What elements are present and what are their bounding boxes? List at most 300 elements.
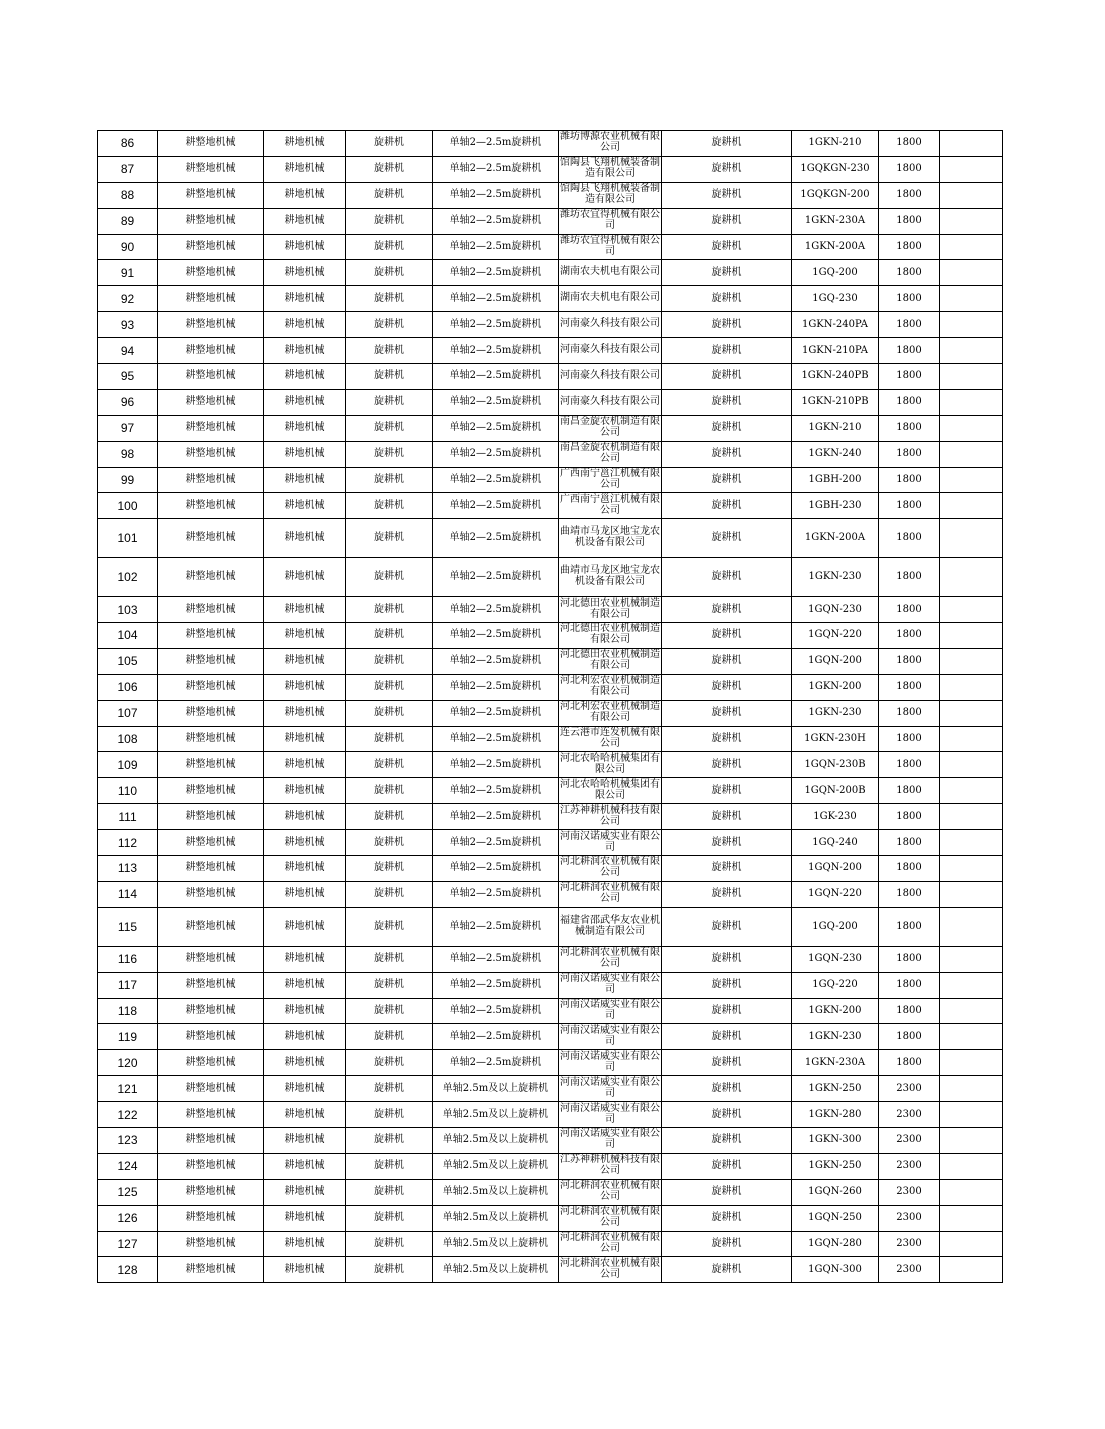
category-cell: 耕整地机械 — [158, 752, 264, 778]
company-name: 河南汉诺威实业有限公司 — [560, 973, 660, 996]
company-cell — [559, 726, 662, 752]
table-row — [98, 558, 1003, 597]
note-cell — [940, 752, 1003, 778]
item-cell: 旋耕机 — [346, 830, 433, 856]
company-name: 河北耕润农业机械有限公司 — [560, 1206, 660, 1229]
subcategory-cell: 耕地机械 — [264, 881, 346, 907]
spec-cell: 单轴2—2.5m旋耕机 — [433, 830, 559, 856]
company-cell — [559, 1076, 662, 1102]
item-cell: 旋耕机 — [346, 998, 433, 1024]
subcategory-cell: 耕地机械 — [264, 558, 346, 597]
category-cell: 耕整地机械 — [158, 519, 264, 558]
company-cell — [559, 364, 662, 390]
category-cell: 耕整地机械 — [158, 312, 264, 338]
company-name: 河南豪久科技有限公司 — [560, 369, 660, 381]
item-cell: 旋耕机 — [346, 1024, 433, 1050]
row-number-cell: 122 — [98, 1102, 158, 1128]
item-cell: 旋耕机 — [346, 286, 433, 312]
company-cell — [559, 415, 662, 441]
spec-cell: 单轴2—2.5m旋耕机 — [433, 726, 559, 752]
table-row — [98, 208, 1003, 234]
category-cell: 耕整地机械 — [158, 389, 264, 415]
subsidy-cell: 1800 — [879, 830, 940, 856]
model-cell: 1GKN-250 — [792, 1153, 879, 1179]
machine-name-cell: 旋耕机 — [662, 972, 792, 998]
subsidy-cell: 1800 — [879, 415, 940, 441]
row-number-cell: 92 — [98, 286, 158, 312]
model-cell: 1GQKGN-200 — [792, 182, 879, 208]
model-cell: 1GKN-210 — [792, 131, 879, 157]
row-number-cell: 115 — [98, 907, 158, 946]
item-cell: 旋耕机 — [346, 778, 433, 804]
subcategory-cell: 耕地机械 — [264, 597, 346, 623]
table-row — [98, 648, 1003, 674]
row-number-cell: 104 — [98, 623, 158, 649]
item-cell: 旋耕机 — [346, 1231, 433, 1257]
company-cell — [559, 972, 662, 998]
model-cell: 1GQN-220 — [792, 881, 879, 907]
subsidy-cell: 1800 — [879, 338, 940, 364]
subsidy-cell: 1800 — [879, 674, 940, 700]
spec-cell: 单轴2.5m及以上旋耕机 — [433, 1257, 559, 1283]
subcategory-cell: 耕地机械 — [264, 752, 346, 778]
spec-cell: 单轴2—2.5m旋耕机 — [433, 364, 559, 390]
category-cell: 耕整地机械 — [158, 467, 264, 493]
note-cell — [940, 389, 1003, 415]
machine-name-cell: 旋耕机 — [662, 519, 792, 558]
table-row — [98, 1179, 1003, 1205]
subcategory-cell: 耕地机械 — [264, 286, 346, 312]
table-row — [98, 972, 1003, 998]
spec-cell: 单轴2—2.5m旋耕机 — [433, 752, 559, 778]
company-name: 潍坊农宜得机械有限公司 — [560, 235, 660, 257]
spec-cell: 单轴2.5m及以上旋耕机 — [433, 1127, 559, 1153]
company-name: 河北耕润农业机械有限公司 — [560, 882, 660, 905]
note-cell — [940, 674, 1003, 700]
model-cell: 1GK-230 — [792, 804, 879, 830]
company-cell — [559, 558, 662, 597]
row-number-cell: 89 — [98, 208, 158, 234]
note-cell — [940, 830, 1003, 856]
subsidy-cell: 1800 — [879, 156, 940, 182]
machine-name-cell: 旋耕机 — [662, 1127, 792, 1153]
item-cell: 旋耕机 — [346, 131, 433, 157]
table-row — [98, 1076, 1003, 1102]
company-cell — [559, 881, 662, 907]
spec-cell: 单轴2—2.5m旋耕机 — [433, 131, 559, 157]
subsidy-cell: 1800 — [879, 493, 940, 519]
company-name: 河北耕润农业机械有限公司 — [560, 1257, 660, 1280]
company-cell — [559, 389, 662, 415]
machine-name-cell: 旋耕机 — [662, 389, 792, 415]
row-number-cell: 121 — [98, 1076, 158, 1102]
model-cell: 1GKN-230 — [792, 558, 879, 597]
row-number-cell: 98 — [98, 441, 158, 467]
table-row — [98, 1153, 1003, 1179]
company-name: 河南汉诺威实业有限公司 — [560, 1050, 660, 1073]
model-cell: 1GQN-230 — [792, 946, 879, 972]
table-row — [98, 493, 1003, 519]
row-number-cell: 90 — [98, 234, 158, 260]
row-number-cell: 116 — [98, 946, 158, 972]
category-cell: 耕整地机械 — [158, 674, 264, 700]
machine-name-cell: 旋耕机 — [662, 415, 792, 441]
spec-cell: 单轴2—2.5m旋耕机 — [433, 234, 559, 260]
company-name: 广西南宁邕江机械有限公司 — [560, 493, 660, 516]
item-cell: 旋耕机 — [346, 752, 433, 778]
company-name: 河北德田农业机械制造有限公司 — [560, 649, 660, 672]
subsidy-cell: 1800 — [879, 597, 940, 623]
category-cell: 耕整地机械 — [158, 998, 264, 1024]
note-cell — [940, 648, 1003, 674]
row-number-cell: 126 — [98, 1205, 158, 1231]
table-row — [98, 1127, 1003, 1153]
model-cell: 1GBH-200 — [792, 467, 879, 493]
table-row — [98, 700, 1003, 726]
company-name: 馆陶县飞翔机械装备制造有限公司 — [560, 183, 660, 206]
subsidy-cell: 1800 — [879, 804, 940, 830]
note-cell — [940, 182, 1003, 208]
table-body — [98, 131, 1003, 1283]
spec-cell: 单轴2—2.5m旋耕机 — [433, 597, 559, 623]
item-cell: 旋耕机 — [346, 234, 433, 260]
row-number-cell: 120 — [98, 1050, 158, 1076]
spec-cell: 单轴2—2.5m旋耕机 — [433, 946, 559, 972]
item-cell: 旋耕机 — [346, 700, 433, 726]
machine-name-cell: 旋耕机 — [662, 286, 792, 312]
subsidy-table-sheet — [97, 130, 1002, 1283]
note-cell — [940, 1153, 1003, 1179]
note-cell — [940, 1076, 1003, 1102]
spec-cell: 单轴2—2.5m旋耕机 — [433, 907, 559, 946]
subsidy-cell: 1800 — [879, 441, 940, 467]
table-row — [98, 752, 1003, 778]
spec-cell: 单轴2.5m及以上旋耕机 — [433, 1179, 559, 1205]
company-name: 河南豪久科技有限公司 — [560, 318, 660, 330]
company-name: 河南汉诺威实业有限公司 — [560, 998, 660, 1021]
category-cell: 耕整地机械 — [158, 182, 264, 208]
machine-name-cell: 旋耕机 — [662, 804, 792, 830]
category-cell: 耕整地机械 — [158, 260, 264, 286]
table-row — [98, 623, 1003, 649]
spec-cell: 单轴2—2.5m旋耕机 — [433, 493, 559, 519]
company-cell — [559, 1127, 662, 1153]
model-cell: 1GKN-240PB — [792, 364, 879, 390]
spec-cell: 单轴2—2.5m旋耕机 — [433, 467, 559, 493]
model-cell: 1GKN-230 — [792, 1024, 879, 1050]
spec-cell: 单轴2—2.5m旋耕机 — [433, 623, 559, 649]
model-cell: 1GQN-230B — [792, 752, 879, 778]
model-cell: 1GKN-300 — [792, 1127, 879, 1153]
item-cell: 旋耕机 — [346, 1257, 433, 1283]
item-cell: 旋耕机 — [346, 467, 433, 493]
company-cell — [559, 1205, 662, 1231]
row-number-cell: 95 — [98, 364, 158, 390]
model-cell: 1GKN-200A — [792, 519, 879, 558]
table-row — [98, 441, 1003, 467]
company-cell — [559, 286, 662, 312]
note-cell — [940, 1205, 1003, 1231]
row-number-cell: 117 — [98, 972, 158, 998]
model-cell: 1GQN-200 — [792, 856, 879, 882]
item-cell: 旋耕机 — [346, 804, 433, 830]
note-cell — [940, 131, 1003, 157]
subsidy-cell: 2300 — [879, 1205, 940, 1231]
company-cell — [559, 998, 662, 1024]
company-cell — [559, 597, 662, 623]
spec-cell: 单轴2—2.5m旋耕机 — [433, 648, 559, 674]
machine-name-cell: 旋耕机 — [662, 907, 792, 946]
spec-cell: 单轴2.5m及以上旋耕机 — [433, 1205, 559, 1231]
company-name: 曲靖市马龙区地宝龙农机设备有限公司 — [560, 526, 660, 549]
subcategory-cell: 耕地机械 — [264, 1127, 346, 1153]
model-cell: 1GKN-200A — [792, 234, 879, 260]
category-cell: 耕整地机械 — [158, 597, 264, 623]
machine-name-cell: 旋耕机 — [662, 260, 792, 286]
subcategory-cell: 耕地机械 — [264, 946, 346, 972]
company-name: 南昌金旋农机制造有限公司 — [560, 442, 660, 465]
subsidy-cell: 1800 — [879, 364, 940, 390]
subcategory-cell: 耕地机械 — [264, 972, 346, 998]
company-name: 河北农哈哈机械集团有限公司 — [560, 752, 660, 775]
machine-name-cell: 旋耕机 — [662, 726, 792, 752]
model-cell: 1GQ-220 — [792, 972, 879, 998]
row-number-cell: 124 — [98, 1153, 158, 1179]
company-name: 河北利宏农业机械制造有限公司 — [560, 675, 660, 698]
subsidy-cell: 1800 — [879, 856, 940, 882]
machine-name-cell: 旋耕机 — [662, 946, 792, 972]
company-cell — [559, 830, 662, 856]
model-cell: 1GQ-200 — [792, 907, 879, 946]
model-cell: 1GKN-230H — [792, 726, 879, 752]
model-cell: 1GKN-230 — [792, 700, 879, 726]
table-row — [98, 804, 1003, 830]
model-cell: 1GKN-250 — [792, 1076, 879, 1102]
subcategory-cell: 耕地机械 — [264, 260, 346, 286]
company-name: 河南豪久科技有限公司 — [560, 344, 660, 356]
company-cell — [559, 131, 662, 157]
table-row — [98, 907, 1003, 946]
item-cell: 旋耕机 — [346, 1127, 433, 1153]
model-cell: 1GQN-300 — [792, 1257, 879, 1283]
machine-name-cell: 旋耕机 — [662, 234, 792, 260]
category-cell: 耕整地机械 — [158, 778, 264, 804]
item-cell: 旋耕机 — [346, 946, 433, 972]
company-cell — [559, 804, 662, 830]
company-name: 河南汉诺威实业有限公司 — [560, 1128, 660, 1151]
category-cell: 耕整地机械 — [158, 881, 264, 907]
model-cell: 1GKN-230A — [792, 208, 879, 234]
note-cell — [940, 1257, 1003, 1283]
table-row — [98, 998, 1003, 1024]
subsidy-cell: 1800 — [879, 234, 940, 260]
subcategory-cell: 耕地机械 — [264, 778, 346, 804]
subsidy-cell: 1800 — [879, 389, 940, 415]
table-row — [98, 260, 1003, 286]
note-cell — [940, 338, 1003, 364]
subsidy-cell: 1800 — [879, 558, 940, 597]
spec-cell: 单轴2.5m及以上旋耕机 — [433, 1231, 559, 1257]
category-cell: 耕整地机械 — [158, 972, 264, 998]
item-cell: 旋耕机 — [346, 1050, 433, 1076]
item-cell: 旋耕机 — [346, 972, 433, 998]
row-number-cell: 125 — [98, 1179, 158, 1205]
subsidy-table — [97, 130, 1003, 1283]
note-cell — [940, 260, 1003, 286]
subcategory-cell: 耕地机械 — [264, 830, 346, 856]
table-row — [98, 519, 1003, 558]
note-cell — [940, 234, 1003, 260]
table-row — [98, 881, 1003, 907]
category-cell: 耕整地机械 — [158, 234, 264, 260]
subsidy-cell: 1800 — [879, 131, 940, 157]
row-number-cell: 109 — [98, 752, 158, 778]
subcategory-cell: 耕地机械 — [264, 1179, 346, 1205]
table-row — [98, 1231, 1003, 1257]
table-row — [98, 1257, 1003, 1283]
row-number-cell: 128 — [98, 1257, 158, 1283]
row-number-cell: 106 — [98, 674, 158, 700]
subcategory-cell: 耕地机械 — [264, 1024, 346, 1050]
note-cell — [940, 1127, 1003, 1153]
subcategory-cell: 耕地机械 — [264, 415, 346, 441]
note-cell — [940, 907, 1003, 946]
model-cell: 1GQN-200B — [792, 778, 879, 804]
category-cell: 耕整地机械 — [158, 441, 264, 467]
item-cell: 旋耕机 — [346, 364, 433, 390]
company-cell — [559, 260, 662, 286]
subsidy-cell: 1800 — [879, 881, 940, 907]
item-cell: 旋耕机 — [346, 389, 433, 415]
company-name: 河南汉诺威实业有限公司 — [560, 1076, 660, 1099]
note-cell — [940, 156, 1003, 182]
spec-cell: 单轴2—2.5m旋耕机 — [433, 286, 559, 312]
company-name: 河南汉诺威实业有限公司 — [560, 830, 660, 853]
table-row — [98, 1205, 1003, 1231]
spec-cell: 单轴2—2.5m旋耕机 — [433, 1050, 559, 1076]
spec-cell: 单轴2—2.5m旋耕机 — [433, 156, 559, 182]
category-cell: 耕整地机械 — [158, 415, 264, 441]
company-cell — [559, 467, 662, 493]
company-cell — [559, 1024, 662, 1050]
category-cell: 耕整地机械 — [158, 1127, 264, 1153]
machine-name-cell: 旋耕机 — [662, 156, 792, 182]
note-cell — [940, 804, 1003, 830]
subsidy-cell: 1800 — [879, 260, 940, 286]
note-cell — [940, 364, 1003, 390]
subsidy-cell: 1800 — [879, 998, 940, 1024]
item-cell: 旋耕机 — [346, 493, 433, 519]
note-cell — [940, 972, 1003, 998]
category-cell: 耕整地机械 — [158, 623, 264, 649]
subcategory-cell: 耕地机械 — [264, 998, 346, 1024]
company-name: 河北耕润农业机械有限公司 — [560, 856, 660, 879]
row-number-cell: 127 — [98, 1231, 158, 1257]
spec-cell: 单轴2—2.5m旋耕机 — [433, 208, 559, 234]
item-cell: 旋耕机 — [346, 182, 433, 208]
category-cell: 耕整地机械 — [158, 1076, 264, 1102]
subcategory-cell: 耕地机械 — [264, 208, 346, 234]
company-name: 河北德田农业机械制造有限公司 — [560, 623, 660, 646]
machine-name-cell: 旋耕机 — [662, 312, 792, 338]
company-name: 馆陶县飞翔机械装备制造有限公司 — [560, 157, 660, 180]
category-cell: 耕整地机械 — [158, 493, 264, 519]
row-number-cell: 101 — [98, 519, 158, 558]
item-cell: 旋耕机 — [346, 881, 433, 907]
row-number-cell: 113 — [98, 856, 158, 882]
row-number-cell: 102 — [98, 558, 158, 597]
company-name: 河南汉诺威实业有限公司 — [560, 1024, 660, 1047]
machine-name-cell: 旋耕机 — [662, 623, 792, 649]
item-cell: 旋耕机 — [346, 623, 433, 649]
subcategory-cell: 耕地机械 — [264, 493, 346, 519]
subsidy-cell: 2300 — [879, 1179, 940, 1205]
company-name: 河南汉诺威实业有限公司 — [560, 1102, 660, 1125]
subsidy-cell: 1800 — [879, 946, 940, 972]
model-cell: 1GQN-260 — [792, 1179, 879, 1205]
subcategory-cell: 耕地机械 — [264, 338, 346, 364]
note-cell — [940, 778, 1003, 804]
company-cell — [559, 946, 662, 972]
machine-name-cell: 旋耕机 — [662, 1050, 792, 1076]
spec-cell: 单轴2—2.5m旋耕机 — [433, 312, 559, 338]
machine-name-cell: 旋耕机 — [662, 778, 792, 804]
company-name: 曲靖市马龙区地宝龙农机设备有限公司 — [560, 565, 660, 588]
row-number-cell: 96 — [98, 389, 158, 415]
model-cell: 1GKN-200 — [792, 674, 879, 700]
company-name: 湖南农夫机电有限公司 — [560, 292, 660, 304]
row-number-cell: 119 — [98, 1024, 158, 1050]
category-cell: 耕整地机械 — [158, 286, 264, 312]
subcategory-cell: 耕地机械 — [264, 1231, 346, 1257]
model-cell: 1GKN-280 — [792, 1102, 879, 1128]
subsidy-cell: 2300 — [879, 1231, 940, 1257]
row-number-cell: 103 — [98, 597, 158, 623]
table-row — [98, 830, 1003, 856]
note-cell — [940, 467, 1003, 493]
row-number-cell: 105 — [98, 648, 158, 674]
company-cell — [559, 1050, 662, 1076]
table-row — [98, 1050, 1003, 1076]
subcategory-cell: 耕地机械 — [264, 1257, 346, 1283]
note-cell — [940, 881, 1003, 907]
subsidy-cell: 1800 — [879, 208, 940, 234]
company-cell — [559, 519, 662, 558]
subsidy-cell: 2300 — [879, 1102, 940, 1128]
machine-name-cell: 旋耕机 — [662, 830, 792, 856]
subsidy-cell: 2300 — [879, 1076, 940, 1102]
category-cell: 耕整地机械 — [158, 726, 264, 752]
company-name: 广西南宁邕江机械有限公司 — [560, 468, 660, 491]
note-cell — [940, 726, 1003, 752]
note-cell — [940, 946, 1003, 972]
subcategory-cell: 耕地机械 — [264, 467, 346, 493]
note-cell — [940, 415, 1003, 441]
row-number-cell: 93 — [98, 312, 158, 338]
table-row — [98, 1024, 1003, 1050]
note-cell — [940, 1102, 1003, 1128]
subsidy-cell: 1800 — [879, 1050, 940, 1076]
spec-cell: 单轴2—2.5m旋耕机 — [433, 1024, 559, 1050]
machine-name-cell: 旋耕机 — [662, 493, 792, 519]
spec-cell: 单轴2—2.5m旋耕机 — [433, 998, 559, 1024]
subcategory-cell: 耕地机械 — [264, 1153, 346, 1179]
note-cell — [940, 208, 1003, 234]
subcategory-cell: 耕地机械 — [264, 234, 346, 260]
machine-name-cell: 旋耕机 — [662, 441, 792, 467]
machine-name-cell: 旋耕机 — [662, 1257, 792, 1283]
item-cell: 旋耕机 — [346, 156, 433, 182]
